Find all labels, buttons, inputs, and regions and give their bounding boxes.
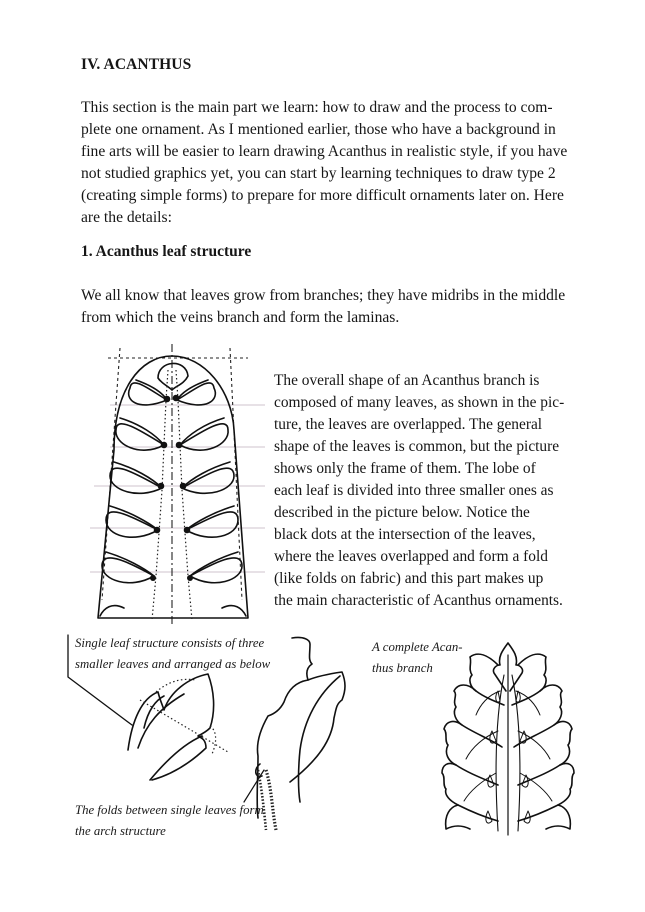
left-dotted-line — [152, 370, 168, 620]
caption-line: The folds between single leaves form — [75, 803, 264, 817]
text-line: shape of the leaves is common, but the picture — [274, 438, 560, 455]
caption-line: the arch structure — [75, 824, 166, 838]
side-leaf-profile — [290, 637, 345, 782]
leaf-intro-paragraph — [81, 285, 571, 329]
text-line: We all know that leaves grow from branches; they have midribs in the middle — [81, 287, 566, 304]
three-lobed-leaf — [128, 674, 214, 780]
text-line: (like folds on fabric) and this part makes up — [274, 570, 544, 587]
frame-outline — [98, 356, 248, 618]
text-line: black dots at the intersection of the leaves, — [274, 526, 536, 543]
section-title: IV. ACANTHUS — [81, 56, 192, 73]
text-line: fine arts will be easier to learn drawing Acanthus in realistic style, if you have — [81, 143, 568, 160]
caption-line: Single leaf structure consists of three — [75, 636, 265, 650]
caption-line: thus branch — [372, 661, 433, 675]
arch-fold-hatch — [258, 770, 266, 830]
complete-branch-figure — [440, 635, 580, 845]
top-leaf — [158, 363, 188, 390]
text-line: the main characteristic of Acanthus ornaments. — [274, 592, 563, 609]
text-line: The overall shape of an Acanthus branch is — [274, 372, 540, 389]
right-dotted-line — [176, 370, 192, 620]
side-leaf-inner — [299, 676, 341, 802]
intro-paragraph — [81, 97, 571, 229]
branch-veins — [464, 655, 552, 835]
caption-line: smaller leaves and arranged as below — [75, 657, 271, 671]
branch-frame-figure — [80, 340, 270, 625]
text-line: This section is the main part we learn: how to draw and the process to com- — [81, 99, 553, 116]
text-line: from which the veins branch and form the laminas. — [81, 309, 400, 326]
leaf-division-dotted — [210, 726, 216, 754]
leaf-division-dotted — [140, 700, 228, 752]
caption-line: A complete Acan- — [372, 640, 463, 654]
arch-fold-hatch — [266, 770, 276, 830]
text-line: (creating simple forms) to prepare for more difficult ornaments later on. Here — [81, 187, 564, 204]
text-line: composed of many leaves, as shown in the pic- — [274, 394, 565, 411]
text-line: not studied graphics yet, you can start by learning techniques to draw type 2 — [81, 165, 556, 182]
text-line: shows only the frame of them. The lobe of — [274, 460, 536, 477]
callout-line-folds — [244, 770, 264, 802]
callout-line-single-leaf — [68, 635, 132, 725]
right-leaves — [177, 380, 246, 616]
branch-description-paragraph — [274, 370, 574, 612]
text-line: ture, the leaves are overlapped. The general — [274, 416, 543, 433]
right-guide-dashed — [230, 348, 242, 600]
text-line: described in the picture below. Notice the — [274, 504, 530, 521]
single-leaf-figure — [60, 630, 380, 850]
subsection-title: 1. Acanthus leaf structure — [81, 243, 252, 260]
text-line: each leaf is divided into three smaller ones as — [274, 482, 554, 499]
text-line: plete one ornament. As I mentioned earlier, those who have a background in — [81, 121, 556, 138]
text-line: are the details: — [81, 209, 172, 226]
text-line: where the leaves overlapped and form a fold — [274, 548, 548, 565]
